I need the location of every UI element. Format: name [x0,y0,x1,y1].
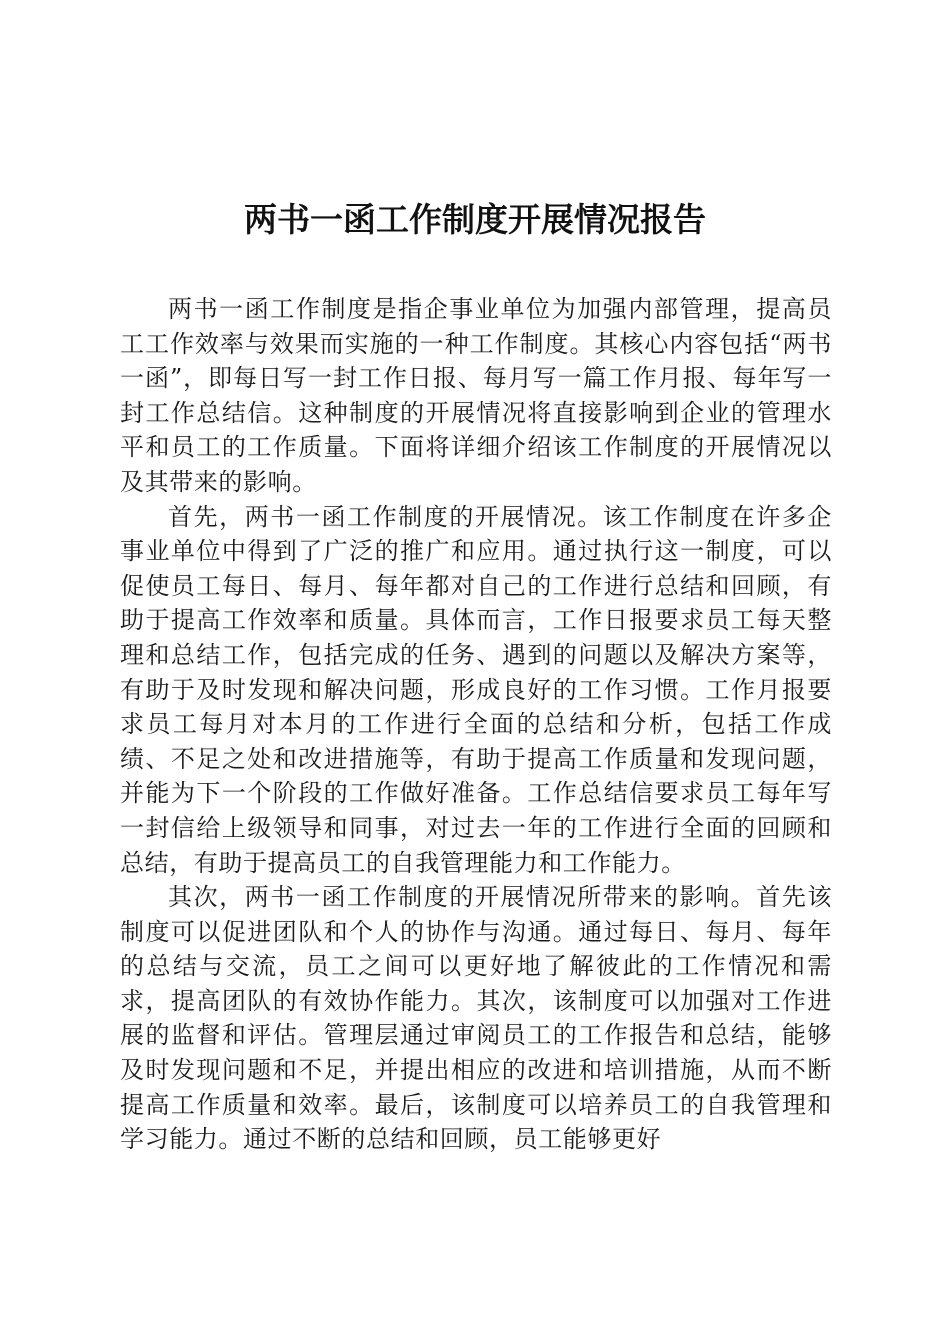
document-body [120,292,832,1157]
paragraph-impact: 其次，两书一函工作制度的开展情况所带来的影响。首先该制度可以促进团队和个人的协作与沟通。通过每日、每月、每年的总结与交流，员工之间可以更好地了解彼此的工作情况和需求，提高团队的有效协作能力。其次，该制度可以加强对工作进展的监督和评估。管理层通过审阅员工的工作报告和总结，能够及时发现问题和不足，并提出相应的改进和培训措施，从而不断提高工作质量和效率。最后，该制度可以培养员工的自我管理和学习能力。通过不断的总结和回顾，员工能够更好 [120,883,832,1154]
paragraph-intro: 两书一函工作制度是指企事业单位为加强内部管理，提高员工工作效率与效果而实施的一种工作制度。其核心内容包括“两书一函”，即每日写一封工作日报、每月写一篇工作月报、每年写一封工作总结信。这种制度的开展情况将直接影响到企业的管理水平和员工的工作质量。下面将详细介绍该工作制度的开展情况以及其带来的影响。 [120,295,832,496]
document-title: 两书一函工作制度开展情况报告 [244,200,706,239]
paragraph-implementation: 首先，两书一函工作制度的开展情况。该工作制度在许多企事业单位中得到了广泛的推广和应用。通过执行这一制度，可以促使员工每日、每月、每年都对自己的工作进行总结和回顾，有助于提高工作效率和质量。具体而言，工作日报要求员工每天整理和总结工作，包括完成的任务、遇到的问题以及解决方案等，有助于及时发现和解决问题，形成良好的工作习惯。工作月报要求员工每月对本月的工作进行全面的总结和分析，包括工作成绩、不足之处和改进措施等，有助于提高工作质量和发现问题，并能为下一个阶段的工作做好准备。工作总结信要求员工每年写一封信给上级领导和同事，对过去一年的工作进行全面的回顾和总结，有助于提高员工的自我管理能力和工作能力。 [120,502,832,877]
